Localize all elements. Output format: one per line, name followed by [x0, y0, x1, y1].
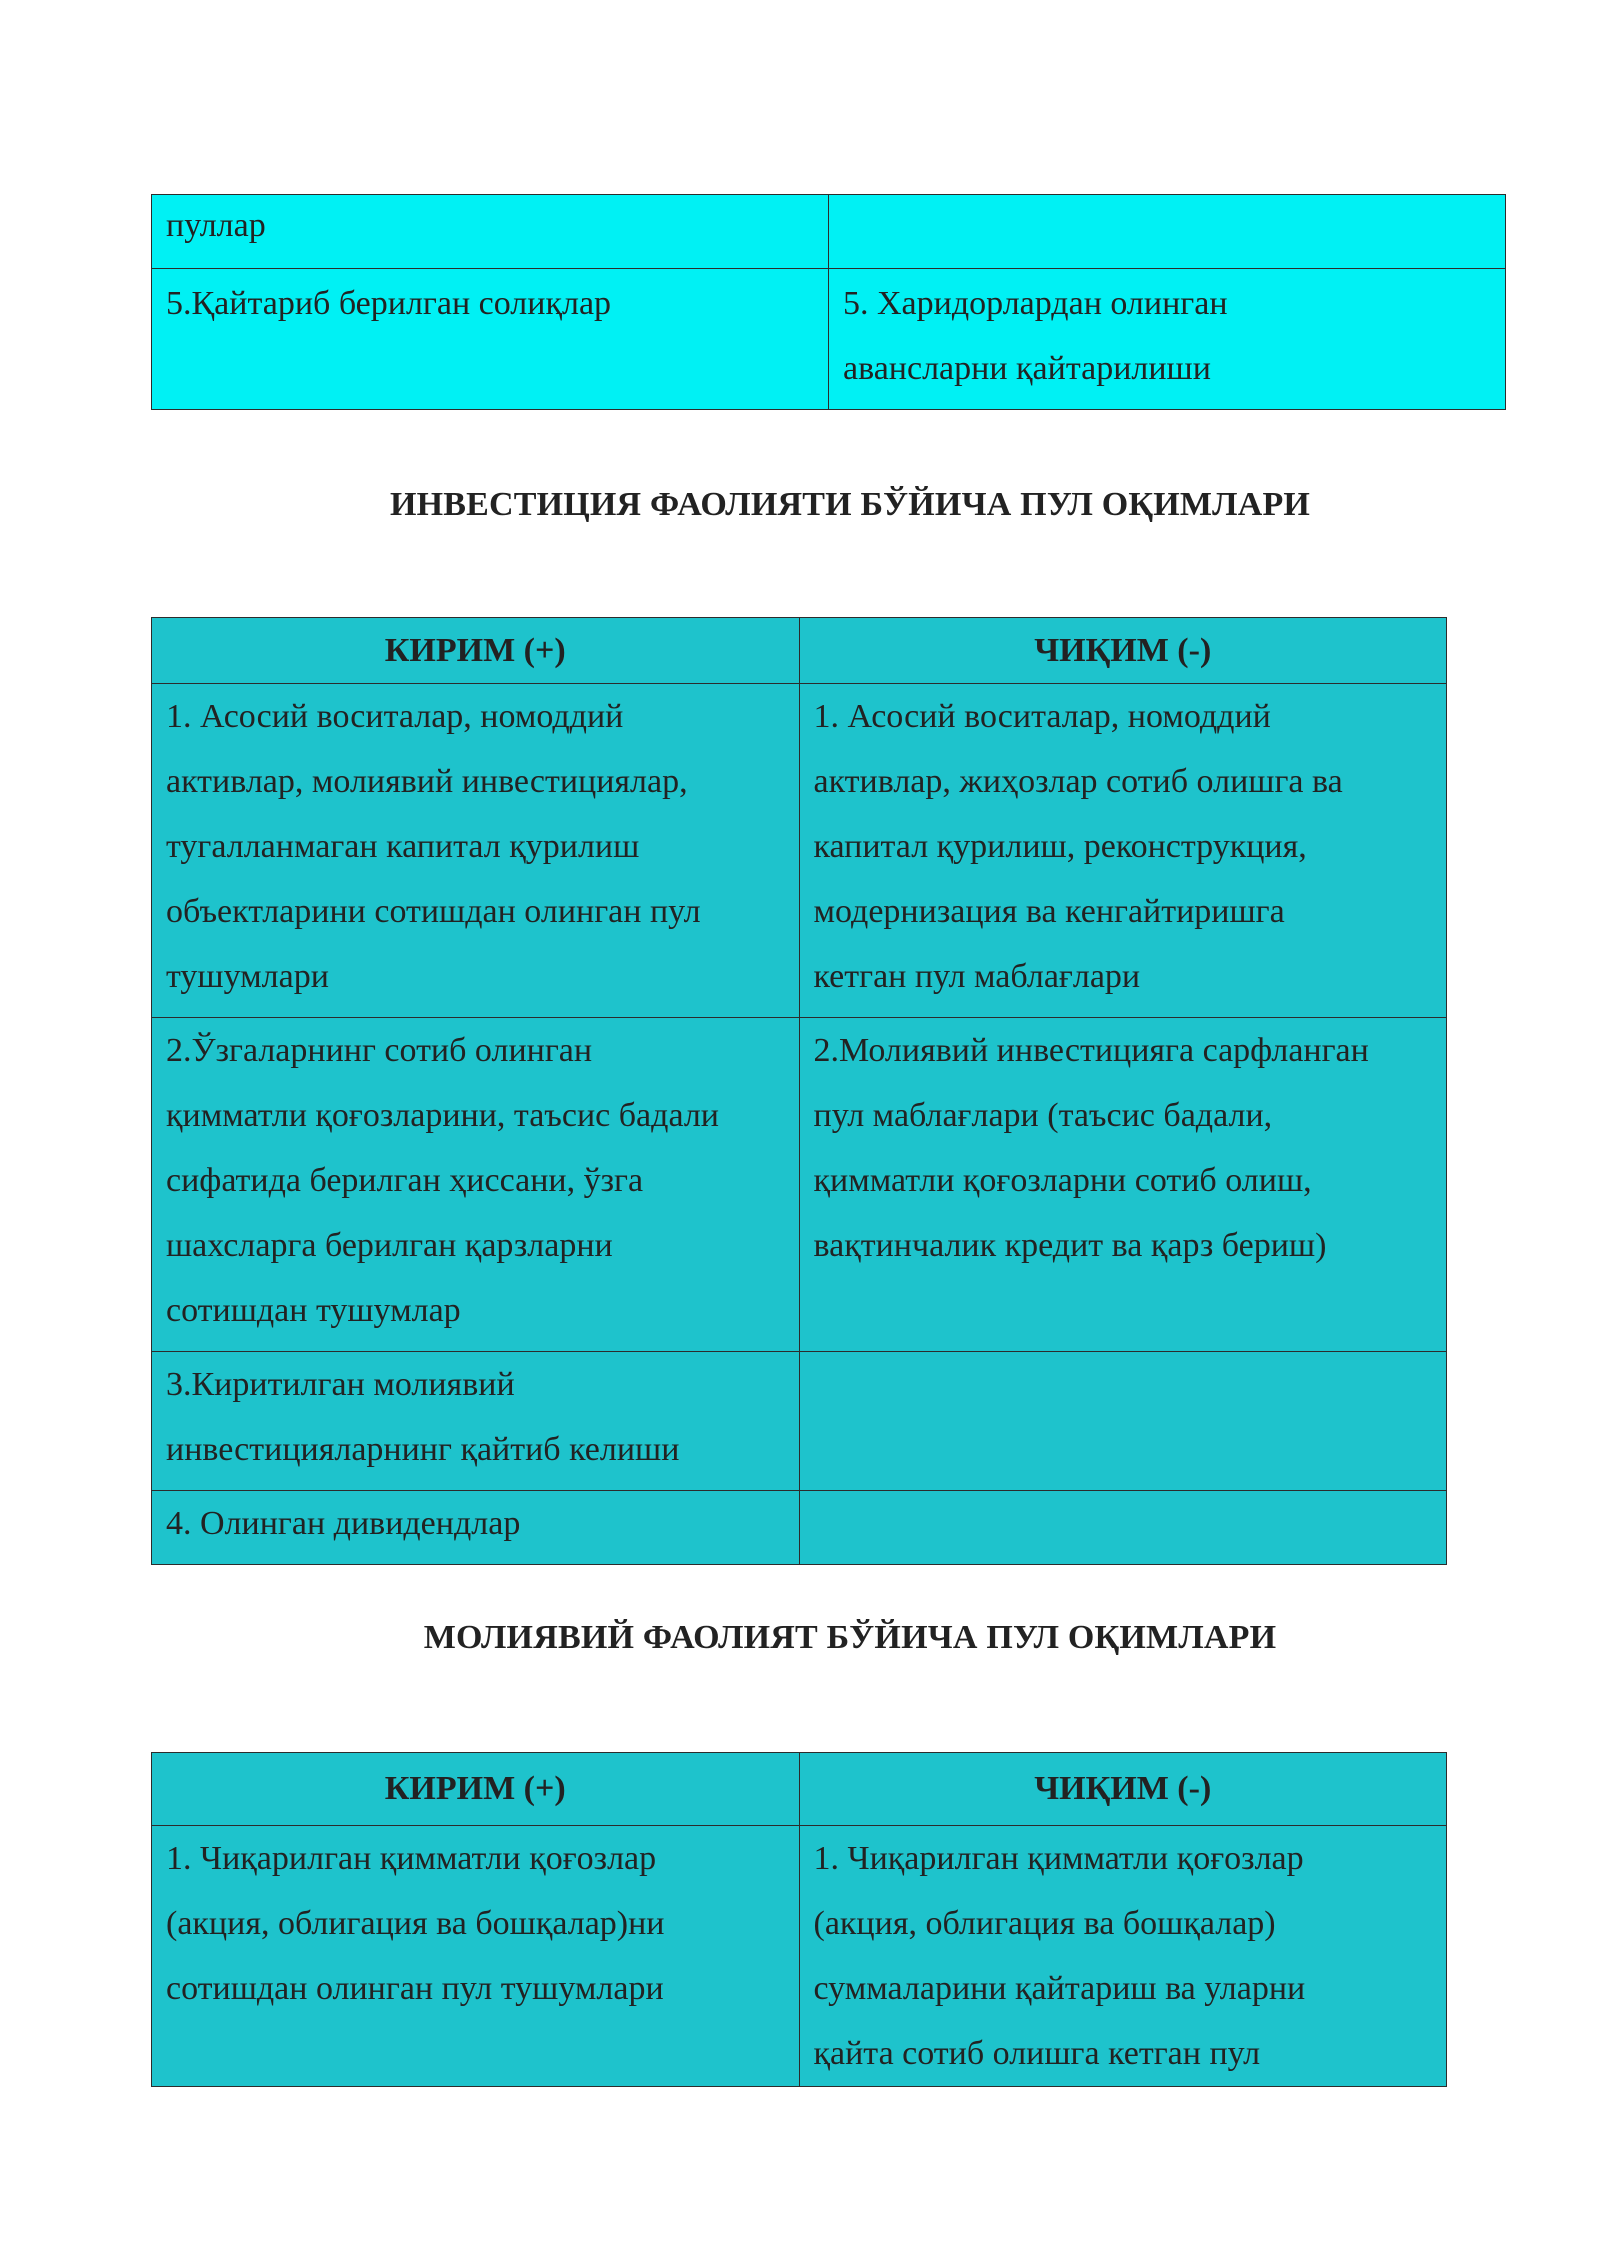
table-cell	[829, 195, 1506, 269]
table-cell: 1. Чиқарилган қимматли қоғозлар (акция, облигация ва бошқалар) суммаларини қайтариш ва уларни қайта сотиб олишга кетган пул	[799, 1826, 1447, 2087]
table-row	[152, 195, 1506, 269]
table-row	[152, 1491, 1447, 1565]
table-cell: 5. Харидорлардан олинган авансларни қайтарилиши	[829, 269, 1506, 410]
table-operating-continued	[151, 194, 1506, 410]
table-cell: 3.Киритилган молиявий инвестицияларнинг қайтиб келиши	[152, 1352, 800, 1491]
table-row	[152, 1826, 1447, 2087]
table-cell	[799, 1491, 1447, 1565]
table-cell: пуллар	[152, 195, 829, 269]
column-header-outflow: ЧИҚИМ (-)	[799, 1753, 1447, 1826]
table-cell: 4. Олинган дивидендлар	[152, 1491, 800, 1565]
table-financial	[151, 1752, 1447, 2087]
table-cell: 1. Асосий воситалар, номоддий активлар, молиявий инвестициялар, тугалланмаган капитал қурилиш объектларини сотишдан олинган пул тушумлари	[152, 684, 800, 1018]
table-row	[152, 1018, 1447, 1352]
column-header-inflow: КИРИМ (+)	[152, 1753, 800, 1826]
financial-heading: МОЛИЯВИЙ ФАОЛИЯТ БЎЙИЧА ПУЛ ОҚИМЛАРИ	[423, 1619, 1277, 1656]
column-header-inflow: КИРИМ (+)	[152, 618, 800, 684]
table-cell: 2.Ўзгаларнинг сотиб олинган қимматли қоғозларини, таъсис бадали сифатида берилган ҳиссани, ўзга шахсларга берилган қарзларни сотишдан тушумлар	[152, 1018, 800, 1352]
table-cell: 2.Молиявий инвестицияга сарфланган пул маблағлари (таъсис бадали, қимматли қоғозларни сотиб олиш, вақтинчалик кредит ва қарз бериш)	[799, 1018, 1447, 1352]
table-cell: 1. Чиқарилган қимматли қоғозлар (акция, облигация ва бошқалар)ни сотишдан олинган пул тушумлари	[152, 1826, 800, 2087]
table-row	[152, 684, 1447, 1018]
table-cell: 5.Қайтариб берилган солиқлар	[152, 269, 829, 410]
table-cell: 1. Асосий воситалар, номоддий активлар, жиҳозлар сотиб олишга ва капитал қурилиш, реконструкция, модернизация ва кенгайтиришга кетган пул маблағлари	[799, 684, 1447, 1018]
table-row	[152, 269, 1506, 410]
table-header-row	[152, 618, 1447, 684]
table-cell	[799, 1352, 1447, 1491]
table-row	[152, 1352, 1447, 1491]
table-investment	[151, 617, 1447, 1565]
table-header-row	[152, 1753, 1447, 1826]
column-header-outflow: ЧИҚИМ (-)	[799, 618, 1447, 684]
investment-heading: ИНВЕСТИЦИЯ ФАОЛИЯТИ БЎЙИЧА ПУЛ ОҚИМЛАРИ	[389, 486, 1311, 523]
